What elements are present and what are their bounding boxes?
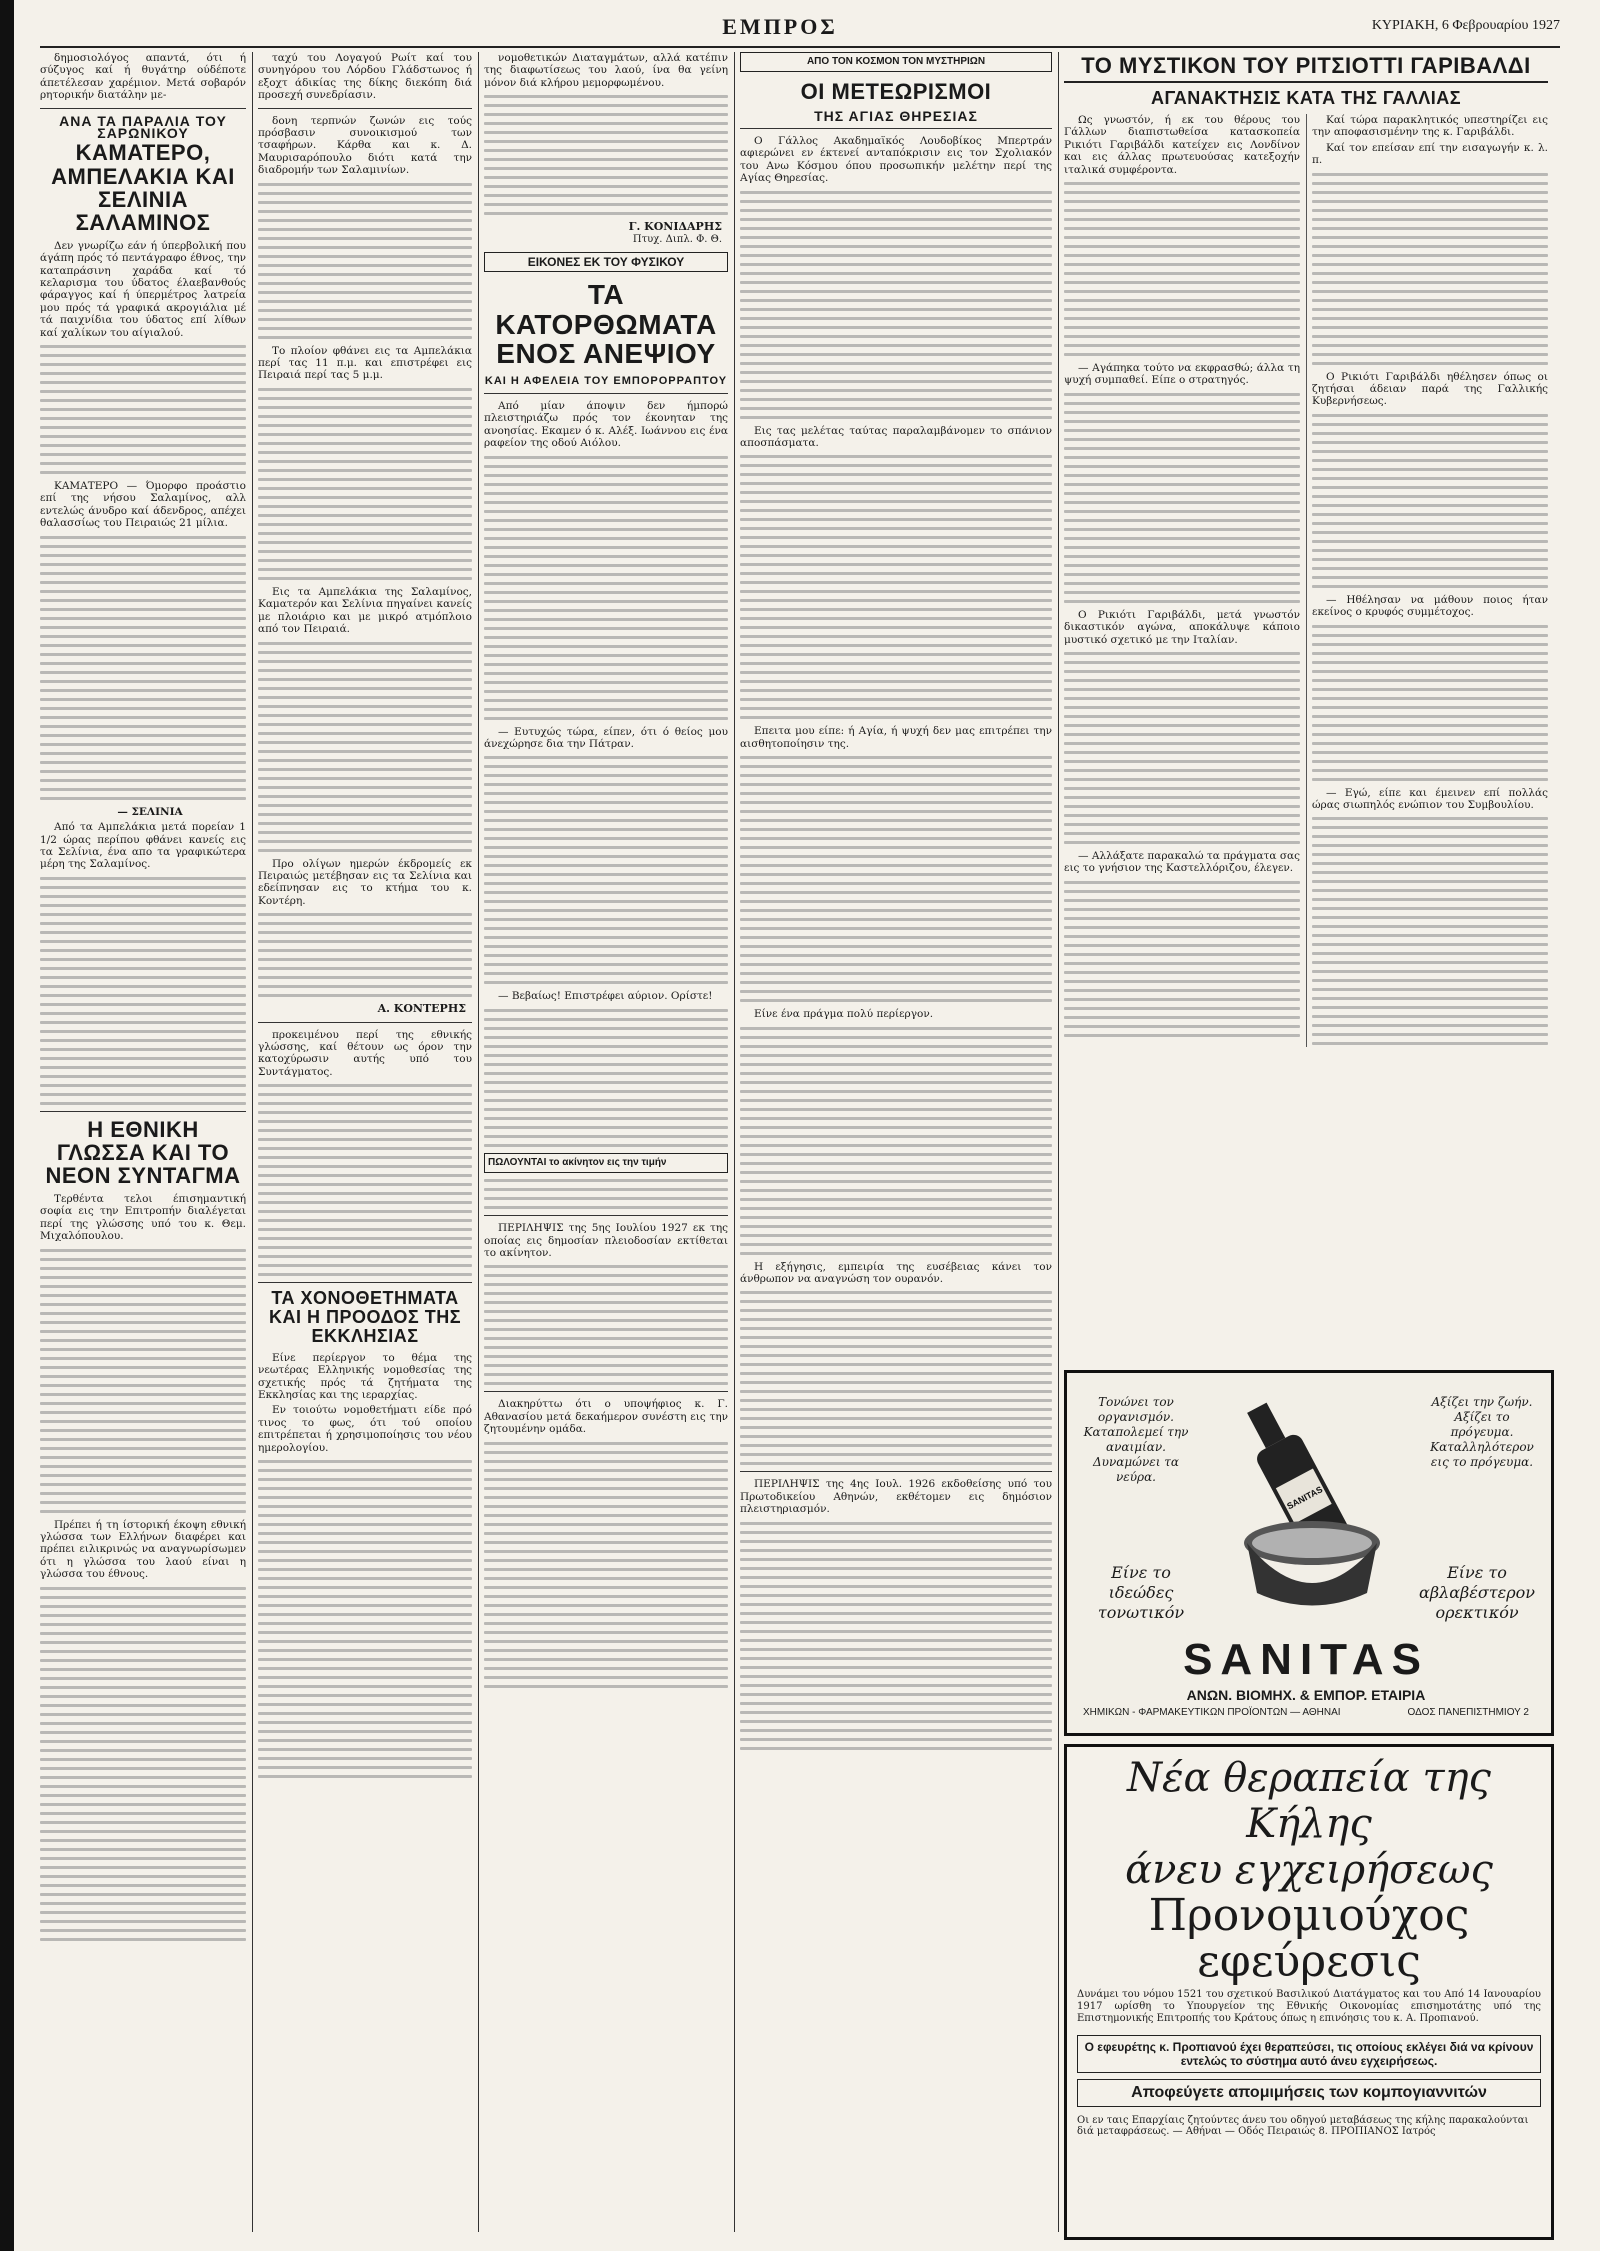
binding-strip (0, 0, 14, 2251)
illegible-text (258, 183, 472, 339)
divider (484, 1391, 728, 1392)
illegible-text (258, 1084, 472, 1276)
publication-name: ΕΜΠΡΟΣ (722, 14, 838, 39)
ad-company-type: ΧΗΜΙΚΩΝ - ΦΑΡΜΑΚΕΥΤΙΚΩΝ ΠΡΟΪΟΝΤΩΝ — ΑΘΗΝΑΙ (1083, 1707, 1341, 1718)
article-body (1064, 114, 1548, 1047)
article-paragraph: — Αγάπηκα τούτο να εκφρασθώ; άλλα τη ψυχή συμπαθεί. Είπε ο στρατηγός. (1064, 362, 1300, 387)
ad-warning: Αποφεύγετε απομιμήσεις των κομπογιαννιτών (1077, 2079, 1541, 2107)
article-paragraph: Από τα Αμπελάκια μετά πορείαν 1 1/2 ώρας περίπου φθάνει κανείς εις τα Σελίνια, ένα απο τα γραφικώτερα μέρη της Σαλαμίνος. (40, 821, 246, 871)
ad-headline-line2: άνευ εγχειρήσεως (1125, 1847, 1493, 1893)
ad-company-address: ΟΔΟΣ ΠΑΝΕΠΙΣΤΗΜΙΟΥ 2 (1407, 1707, 1529, 1718)
article-headline: ΚΑΜΑΤΕΡΟ, ΑΜΠΕΛΑΚΙΑ ΚΑΙ ΣΕΛΙΝΙΑ ΣΑΛΑΜΙΝΟΣ (51, 140, 235, 235)
ad-text-top-left: Τονώνει τον οργανισμόν. Καταπολεμεί την αναιμίαν. Δυναμώνει τα νεύρα. (1083, 1395, 1189, 1484)
section-box: ΑΠΟ ΤΟΝ ΚΟΣΜΟΝ ΤΟΝ ΜΥΣΤΗΡΙΩΝ (740, 52, 1052, 72)
illegible-text (1312, 625, 1548, 781)
author-signature: Α. ΚΟΝΤΕΡΗΣ (377, 1002, 466, 1016)
divider (740, 128, 1052, 129)
divider (258, 1282, 472, 1283)
illegible-text (1312, 173, 1548, 365)
ad-text-mid-left: Είνε το ιδεώδες τονωτικόν (1097, 1563, 1185, 1622)
article-paragraph: δονη τερπνών ζωνών εις τούς πρόσβασιν συνοικισμού των τσαφήρων. Κάρθα και κ. Δ. Μαυρισαρόπουλο διότι κατά την διαδρομήν των Σαλαμινίων. (258, 114, 472, 177)
article-paragraph: — Ηθέλησαν να μάθουν ποιος ήταν εκείνος ο κρυφός συμμέτοχος. (1312, 593, 1548, 619)
article-paragraph: Εν τοιούτω νομοθετήματι είδε πρό τινος το φως, ότι τού οποίου επιτρέπεται ή χρησιμοποίησις του νέου ημερολογίου. (258, 1404, 472, 1454)
ad-brand-name: SANITAS (1183, 1635, 1429, 1684)
illegible-text (258, 388, 472, 580)
ad-company-details (1083, 1707, 1529, 1718)
column-rule (478, 52, 479, 2232)
article-headline: ΤΑ ΚΑΤΟΡΘΩΜΑΤΑ ΕΝΟΣ ΑΝΕΨΙΟΥ (495, 279, 717, 370)
divider (258, 108, 472, 109)
article-paragraph: Η εξήγησις, εμπειρία της ευσέβειας κάνει τον άνθρωπον να αναγνώση τον ουρανόν. (740, 1260, 1052, 1285)
article-headline: ΟΙ ΜΕΤΕΩΡΙΣΜΟΙ (800, 79, 992, 105)
illegible-text (484, 1265, 728, 1385)
article-headline: ΤΑ ΧΟΝΟΘΕΤΗΜΑΤΑ ΚΑΙ Η ΠΡΟΟΔΟΣ ΤΗΣ ΕΚΚΛΗΣΙΑΣ (268, 1288, 462, 1346)
column-4 (740, 52, 1052, 2232)
article-paragraph: Επειτα μου είπε: ή Αγία, ή ψυχή δεν μας επιτρέπει την αισθητοποίησιν της. (740, 725, 1052, 750)
illegible-text (740, 756, 1052, 1002)
notice-paragraph: Διακηρύττω ότι ο υποψήφιος κ. Γ. Αθανασίου μετά δεκαήμερον συνέστη εις την ζητουμένην ομάδα. (484, 1398, 728, 1436)
article-paragraph: Ο Γάλλος Ακαδημαϊκός Λουδοβίκος Μπερτράν αφιερώνει εν έκτενεί ανταπόκρισιν εις τον Σχολιακόν του Ανω Κόσμου όπου προσωπικήν μελέτην περί της Αγίας Θηρεσίας. (740, 134, 1052, 185)
article-headline: Η ΕΘΝΙΚΗ ΓΛΩΣΣΑ ΚΑΙ ΤΟ ΝΕΟΝ ΣΥΝΤΑΓΜΑ (45, 1116, 241, 1188)
column-rule (1058, 52, 1059, 2232)
ad-footer: Οι εν ταις Επαρχίαις ζητούντες άνευ του οδηγού μεταβάσεως της κήλης παρακαλούνται διά μεταφράσεως. — Αθήναι — Οδός Πειραιώς 8. ΠΡΟΠΙΑΝΟΣ Ιατρός (1077, 2115, 1529, 2137)
column-rule (734, 52, 735, 2232)
illegible-text (1064, 881, 1300, 1037)
article-paragraph: — Εγώ, είπε και έμεινεν επί πολλάς ώρας σιωπηλός ενώπιον του Συμβουλίου. (1312, 786, 1548, 812)
column-rule (252, 52, 253, 2232)
article-paragraph: Προ ολίγων ημερών έκδρομείς εκ Πειραιώς μετέβησαν εις τα Σελίνια και εδείπνησαν εις το κτήμα του κ. Κοντέρη. (258, 857, 472, 907)
kicker: ΑΝΑ ΤΑ ΠΑΡΑΛΙΑ ΤΟΥ ΣΑΡΩΝΙΚΟΥ (59, 112, 227, 142)
article-paragraph: Το πλοίον φθάνει εις τα Αμπελάκια περί τας 11 π.μ. και επιστρέφει εις Πειραιά περί τας 5 μ.μ. (258, 344, 472, 382)
article-paragraph: Εις τας μελέτας ταύτας παραλαμβάνομεν το σπάνιον αποσπάσματα. (740, 424, 1052, 449)
notice-paragraph: ΠΕΡΙΛΗΨΙΣ της 5ης Ιουλίου 1927 εκ της οποίας εις δημοσίαν πλειοδοσίαν εκτίθεται το ακίνητον. (484, 1222, 728, 1260)
illegible-text (740, 191, 1052, 419)
bottle-in-ice-bucket-icon (1237, 1393, 1387, 1613)
article-paragraph: — Ευτυχώς τώρα, είπεν, ότι ό θείος μου άνεχώρησε δια την Πάτραν. (484, 725, 728, 751)
illegible-text (740, 455, 1052, 719)
illegible-text (1064, 652, 1300, 844)
article-paragraph: Πρέπει ή τη ίστορική έκοψη εθνική γλώσσα των Ελλήνων διαφέρει και πρέπει ειλικρινώς να αναγνωρίσωμεν ότι η γλώσσα του λαού είναι η γλώσσα του έθνους. (40, 1518, 246, 1581)
article-paragraph: Τερθέντα τελοι έπισημαντική σοφία εις την Επιτροπήν διαλέγεται περί της γλώσσης υπό του κ. Θεμ. Μιχαλόπουλου. (40, 1193, 246, 1243)
divider (484, 393, 728, 394)
ad-text-top-right: Αξίζει την ζωήν. Αξίζει το πρόγευμα. Καταλληλότερον εις το πρόγευμα. (1430, 1395, 1534, 1469)
illegible-text (258, 1460, 472, 1778)
article-paragraph: — Βεβαίως! Επιστρέφει αύριον. Ορίστε! (498, 990, 713, 1003)
illegible-text (484, 1179, 728, 1209)
illegible-text (40, 1249, 246, 1513)
illegible-text (1064, 393, 1300, 603)
article-paragraph: Καί τώρα παρακλητικός υπεστηρίζει εις την αποφασισμένην της κ. Γαριβάλδι. (1312, 113, 1548, 139)
illegible-text (484, 1009, 728, 1147)
illegible-text (40, 536, 246, 800)
sanitas-advertisement (1064, 1370, 1554, 1736)
article-paragraph: Ως γνωστόν, ή εκ του θέρους του Γάλλων διαπιστωθείσα κατασκοπεία Ρικιότι Γαριβάλδι κατείχεν εις Λονδίνον και εις άλλας πρωτευούσας κατεξοχήν ιταλικά συμφέροντα. (1064, 113, 1300, 176)
column-5 (1064, 52, 1548, 1362)
illegible-text (1064, 182, 1300, 356)
ad-text-mid-right: Είνε το αβλαβέστερον ορεκτικόν (1419, 1563, 1535, 1622)
illegible-text (484, 1442, 728, 1688)
article-paragraph: ΚΑΜΑΤΕΡΟ — Όμορφο προάστιο επί της νήσου Σαλαμίνος, αλλ εντελώς άνυδρο καί άδενδρος, απέχει θαλασσίως του Πειραιώς 21 μίλια. (40, 480, 246, 530)
divider (40, 108, 246, 109)
illegible-text (484, 756, 728, 984)
ad-highlight-box: Ο εφευρέτης κ. Προπιανού έχει θεραπεύσει, τις οποίους εκλέγει διά να κρίνουν εντελώς το σύστημα αυτό άνευ εγχειρήσεως. (1077, 2035, 1541, 2073)
ad-headline-line3: Προνομιούχος εφεύρεσις (1148, 1890, 1470, 1987)
author-signature: Γ. ΚΟΝΙΔΑΡΗΣ (628, 220, 722, 234)
column-1 (40, 52, 246, 2232)
article-paragraph: Από μίαν άποψιν δεν ήμπορώ πλειστηριάζω πρός τον έκονηταν της ανοησίας. Εκαμεν ό κ. Αλέξ. Ιωάννου εις ένα ραφείον της οδού Αιόλου. (484, 400, 728, 450)
article-paragraph: Είνε περίεργον το θέμα της νεωτέρας Ελληνικής νομοθεσίας της σχετικής πρός τά ζητήματα της Εκκλησίας και της ιεραρχίας. (258, 1351, 472, 1402)
column-3 (484, 52, 728, 2232)
illegible-text (258, 642, 472, 852)
divider (40, 1111, 246, 1112)
ad-company-name: ΑΝΩΝ. ΒΙΟΜΗΧ. & ΕΜΠΟΡ. ΕΤΑΙΡΙΑ (1186, 1687, 1426, 1703)
masthead (40, 12, 1560, 48)
divider (484, 1215, 728, 1216)
lead-text: δημοσιολόγος απαντά, ότι ή σύζυγος καί ή θυγάτηρ ούδέποτε άπετέλεσαν χαρέμιον. Μετά σοβαρόν ρητορικήν διατάλην με- (40, 52, 246, 102)
illegible-text (1312, 414, 1548, 588)
illegible-text (40, 345, 246, 474)
article-headline: ΤΟ ΜΥΣΤΙΚΟΝ ΤΟΥ ΡΙΤΣΙΟΤΤΙ ΓΑΡΙΒΑΛΔΙ (1064, 54, 1548, 83)
hernia-treatment-advertisement (1064, 1744, 1554, 2240)
illegible-text (484, 456, 728, 720)
illegible-text (40, 1587, 246, 1941)
article-subhead: ΤΗΣ ΑΓΙΑΣ ΘΗΡΕΣΙΑΣ (814, 107, 978, 124)
illegible-text (740, 1522, 1052, 1750)
article-paragraph: νομοθετικών Διαταγμάτων, αλλά κατέπιν της διαφωτίσεως του λαού, ίνα θα γείνη μόνον διά κλήρου μεμορφωμένου. (484, 52, 728, 89)
illegible-text (258, 913, 472, 997)
illegible-text (740, 1291, 1052, 1465)
illegible-text (1312, 817, 1548, 1045)
divider (740, 1471, 1052, 1472)
bottle-label: SANITAS (1285, 1484, 1325, 1512)
article-paragraph: προκειμένου περί της εθνικής γλώσσης, καί θέτουν ως όρον την κατοχύρωσιν αυτής υπό του Συντάγματος. (258, 1028, 472, 1078)
notice-paragraph: ΠΕΡΙΛΗΨΙΣ της 4ης Ιουλ. 1926 εκδοθείσης υπό του Πρωτοδικείου Αθηνών, εκθέτομεν εις δημόσιον πλειστηριασμόν. (740, 1478, 1052, 1516)
illegible-text (484, 95, 728, 215)
article-subhead: ΑΓΑΝΑΚΤΗΣΙΣ ΚΑΤΑ ΤΗΣ ΓΑΛΛΙΑΣ (1150, 88, 1462, 109)
notice-box: ΠΩΛΟΥΝΤΑΙ το ακίνητον εις την τιμήν (484, 1153, 728, 1173)
article-paragraph: Εις τα Αμπελάκια της Σαλαμίνος, Καματερόν και Σελίνια πηγαίνει κανείς με πλοιάριο και με μικρό ατμόπλοιο από τον Πειραιά. (258, 585, 472, 636)
article-paragraph: Ο Ρικιότι Γαριβάλδι, μετά γνωστόν δικαστικόν αγώνα, αποκάλυψε κάποιο μυστικό σχετικό με την Ιταλίαν. (1064, 608, 1300, 646)
ad-headline-line1: Νέα θεραπεία της Κήλης (1127, 1755, 1491, 1847)
column-2 (258, 52, 472, 2232)
subheading: — ΣΕΛΙΝΙΑ (117, 805, 183, 818)
article-paragraph: Ο Ρικιότι Γαριβάλδι ηθέλησεν όπως οι ζητήσαι άδειαν παρά της Γαλλικής Κυβερνήσεως. (1312, 370, 1548, 408)
article-paragraph: Είνε ένα πράγμα πολύ περίεργον. (754, 1008, 934, 1021)
dateline: ΚΥΡΙΑΚΗ, 6 Φεβρουαρίου 1927 (1371, 18, 1560, 33)
illegible-text (40, 877, 246, 1105)
divider (258, 1022, 472, 1023)
article-paragraph: ταχύ του Λογαγού Ρωίτ καί του συνηγόρου του Λόρδου Γλάδστωνος ή εξοχτ άδικίας της δίκης διεκόπη διά προσεχή συνεδρίασιν. (258, 52, 472, 102)
author-title: Πτυχ. Διπλ. Φ. Θ. (632, 233, 722, 245)
article-subhead: ΚΑΙ Η ΑΦΕΛΕΙΑ ΤΟΥ ΕΜΠΟΡΟΡΡΑΠΤΟΥ (484, 374, 728, 387)
article-paragraph: Καί τον επείσαν επί την εισαγωγήν κ. λ. π. (1312, 141, 1548, 167)
illegible-text (740, 1027, 1052, 1255)
article-paragraph: Δεν γνωρίζω εάν ή ύπερβολική που άγάπη πρός τό πεντάγραφο έθνος, την καταπράσινη χαράδα καί τό κελαρισμα του ύδατος έλαεβανθούς φάραγγος καί ή ύπερμέτρος λατρεία μου πρός τά γραφικά ακρογιάλια μέ τά παιχνίδια του ύδατος επί λίθων καί χαλίκων του αίγιαλού. (40, 239, 246, 339)
article-paragraph: — Αλλάξατε παρακαλώ τα πράγματα σας εις το γνήσιον της Καστελλόριζου, έλεγεν. (1064, 850, 1300, 875)
section-box: ΕΙΚΟΝΕΣ ΕΚ ΤΟΥ ΦΥΣΙΚΟΥ (484, 252, 728, 272)
ad-body-text: Δυνάμει του νόμου 1521 του σχετικού Βασιλικού Διατάγματος και του Από 14 Ιανουαρίου 1917 ωρίσθη το Υπουργείον της Εθνικής Οικονομίας επισημοτάτης υπό της Επιστημονικής Επιτροπής του Κράτους όπως η επινόησις του κ. Α. Προπιανού. (1077, 1989, 1541, 2024)
